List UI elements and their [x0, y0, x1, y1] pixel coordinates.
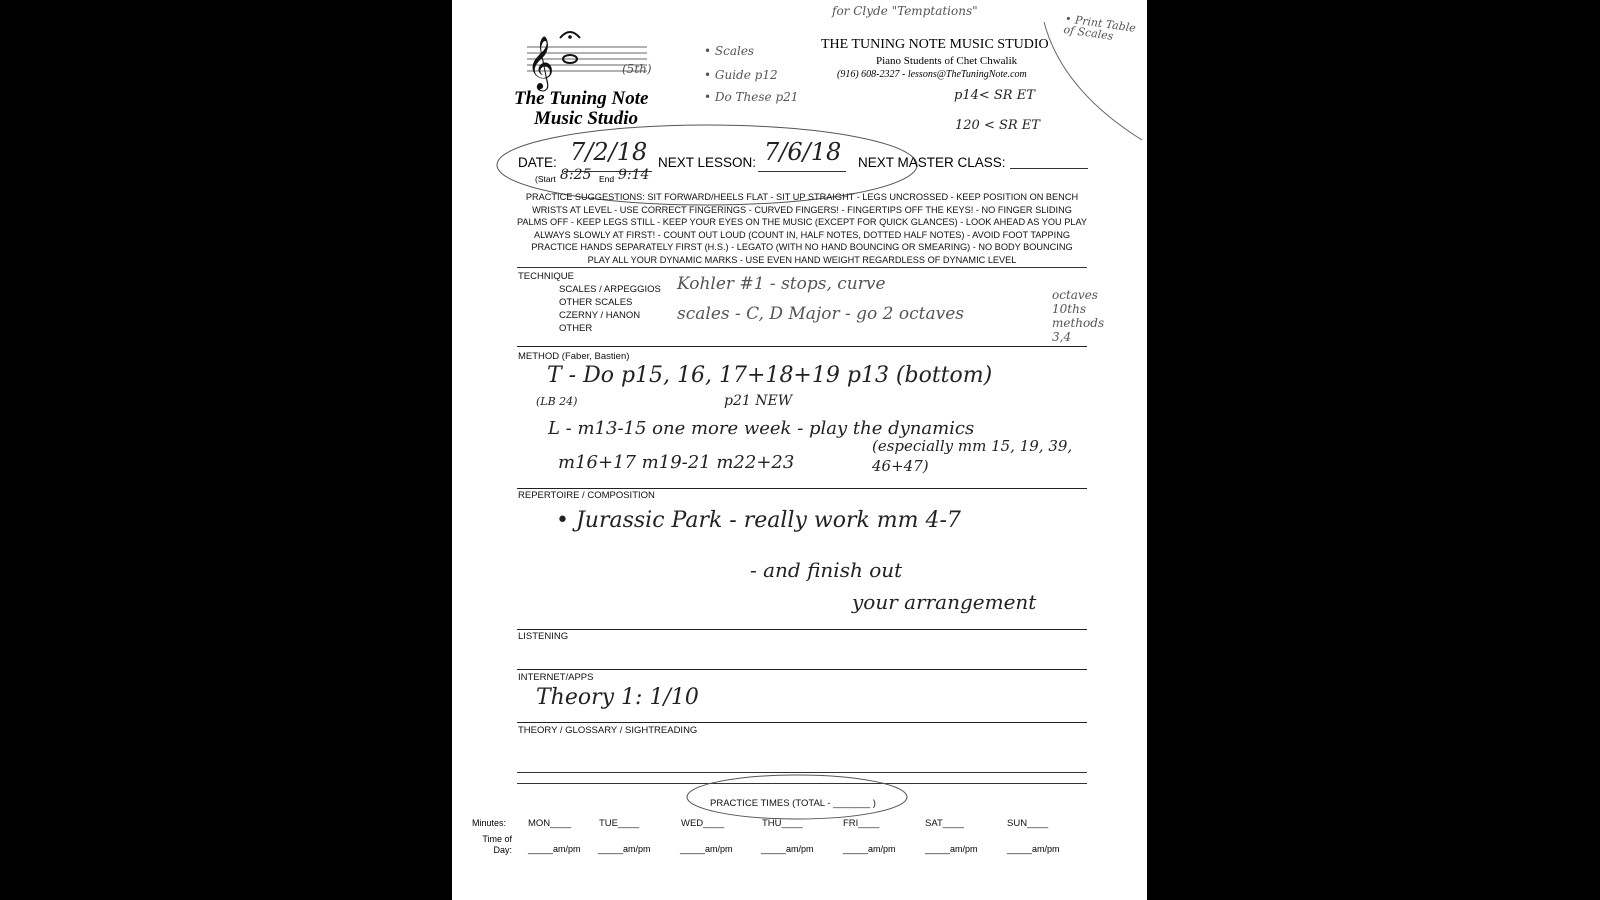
suggestion-line-1: PRACTICE SUGGESTIONS: SIT FORWARD/HEELS FLAT - SIT UP STRAIGHT - LEGS UNCROSSED - KEEP POSITION ON BENCH [525, 192, 1079, 202]
logo-line2: Music Studio [534, 108, 639, 129]
pencil-line-decoration [1042, 20, 1147, 150]
svg-text:𝄞: 𝄞 [527, 35, 555, 89]
technique-note-3: octaves 10ths methods 3,4 [1052, 288, 1105, 344]
day-fri: FRI____ [843, 818, 880, 829]
lesson-sheet [452, 0, 1147, 900]
notes-list-2: • Guide p12 [704, 68, 778, 82]
technique-sub-1: SCALES / ARPEGGIOS [559, 284, 661, 295]
technique-sub-2: OTHER SCALES [559, 297, 633, 308]
studio-name: THE TUNING NOTE MUSIC STUDIO [821, 37, 1049, 52]
practice-title: PRACTICE TIMES (TOTAL - _______ ) [710, 798, 876, 809]
internet-label: INTERNET/APPS [518, 672, 594, 683]
minutes-label: Minutes: [472, 818, 507, 828]
logo-line1: The Tuning Note [514, 88, 649, 109]
method-line-3: m16+17 m19-21 m22+23 [558, 452, 795, 473]
logo-note: (5th) [622, 62, 652, 76]
start-label: (Start [535, 174, 556, 184]
suggestion-line-2: WRISTS AT LEVEL - USE CORRECT FINGERINGS - CURVED FINGERS! - FINGERTIPS OFF THE KEYS! - NO FINGER SLIDING [532, 205, 1072, 215]
listening-label: LISTENING [518, 631, 569, 642]
day-thu: THU____ [762, 818, 803, 829]
ampm-mon: _____am/pm [528, 844, 581, 854]
ampm-fri: _____am/pm [843, 844, 896, 854]
next-master-label: NEXT MASTER CLASS: [858, 155, 1006, 170]
studio-contact: (916) 608-2327 - lessons@TheTuningNote.com [837, 69, 1027, 80]
tempo-note-1: p14< SR ET [954, 88, 1035, 103]
method-label: METHOD (Faber, Bastien) [518, 351, 630, 362]
ampm-sat: _____am/pm [925, 844, 978, 854]
method-line-1-new: p21 NEW [724, 393, 793, 409]
ampm-wed: _____am/pm [680, 844, 733, 854]
end-label: End [599, 174, 615, 184]
notes-list-3: • Do These p21 [704, 90, 799, 104]
repertoire-label: REPERTOIRE / COMPOSITION [518, 490, 655, 501]
technique-sub-4: OTHER [559, 323, 593, 334]
day-tue: TUE____ [599, 818, 640, 829]
date-value: 7/2/18 [570, 138, 648, 166]
method-line-1: T - Do p15, 16, 17+18+19 p13 (bottom) [547, 363, 993, 388]
repertoire-line-1: • Jurassic Park - really work mm 4-7 [556, 508, 961, 533]
repertoire-line-2: - and finish out [750, 558, 903, 582]
start-value: 8:25 [560, 167, 592, 183]
ampm-tue: _____am/pm [598, 844, 651, 854]
tempo-note-2: 120 < SR ET [955, 118, 1040, 133]
ampm-sun: _____am/pm [1007, 844, 1060, 854]
method-line-1-sub: (LB 24) [536, 395, 578, 408]
clyde-note: for Clyde "Temptations" [832, 4, 978, 18]
studio-subtitle: Piano Students of Chet Chwalik [876, 55, 1018, 67]
practice-circle-decoration [682, 772, 912, 822]
suggestion-line-4: ALWAYS SLOWLY AT FIRST! - COUNT OUT LOUD (COUNT IN, HALF NOTES, DOTTED HALF NOTES) - AVOID FOOT TAPPING [534, 230, 1070, 240]
notes-list-1: • Scales [704, 44, 755, 58]
technique-label: TECHNIQUE [518, 271, 574, 282]
suggestion-line-6: PLAY ALL YOUR DYNAMIC MARKS - USE EVEN HAND WEIGHT REGARDLESS OF DYNAMIC LEVEL [587, 255, 1017, 265]
time-of-day-label: Time of Day: [482, 834, 512, 855]
suggestion-line-3: PALMS OFF - KEEP LEGS STILL - KEEP YOUR EYES ON THE MUSIC (EXCEPT FOR QUICK GLANCES) - LOOK AHEAD AS YOU PLAY [516, 217, 1088, 227]
end-value: 9:14 [618, 167, 650, 183]
day-sat: SAT____ [925, 818, 964, 829]
technique-sub-3: CZERNY / HANON [559, 310, 641, 321]
day-sun: SUN____ [1007, 818, 1049, 829]
theory-label: THEORY / GLOSSARY / SIGHTREADING [518, 725, 698, 736]
method-line-2-paren: (especially mm 15, 19, 39, 46+47) [872, 437, 1073, 475]
technique-note-2: scales - C, D Major - go 2 octaves [677, 304, 964, 324]
date-label: DATE: [518, 155, 557, 170]
ampm-thu: _____am/pm [761, 844, 814, 854]
print-scales-note: • Print Table of Scales [1062, 12, 1137, 43]
treble-clef-logo-icon [522, 22, 652, 92]
suggestion-line-5: PRACTICE HANDS SEPARATELY FIRST (H.S.) - LEGATO (WITH NO HAND BOUNCING OR SMEARING) - NO BODY BOUNCING [531, 242, 1073, 252]
repertoire-line-3: your arrangement [852, 590, 1037, 614]
internet-note: Theory 1: 1/10 [536, 685, 699, 710]
next-lesson-value: 7/6/18 [764, 138, 842, 166]
day-wed: WED____ [681, 818, 725, 829]
technique-note-1: Kohler #1 - stops, curve [677, 274, 886, 294]
day-mon: MON____ [528, 818, 572, 829]
next-lesson-label: NEXT LESSON: [658, 155, 757, 170]
method-line-2: L - m13-15 one more week - play the dynamics [548, 418, 975, 439]
